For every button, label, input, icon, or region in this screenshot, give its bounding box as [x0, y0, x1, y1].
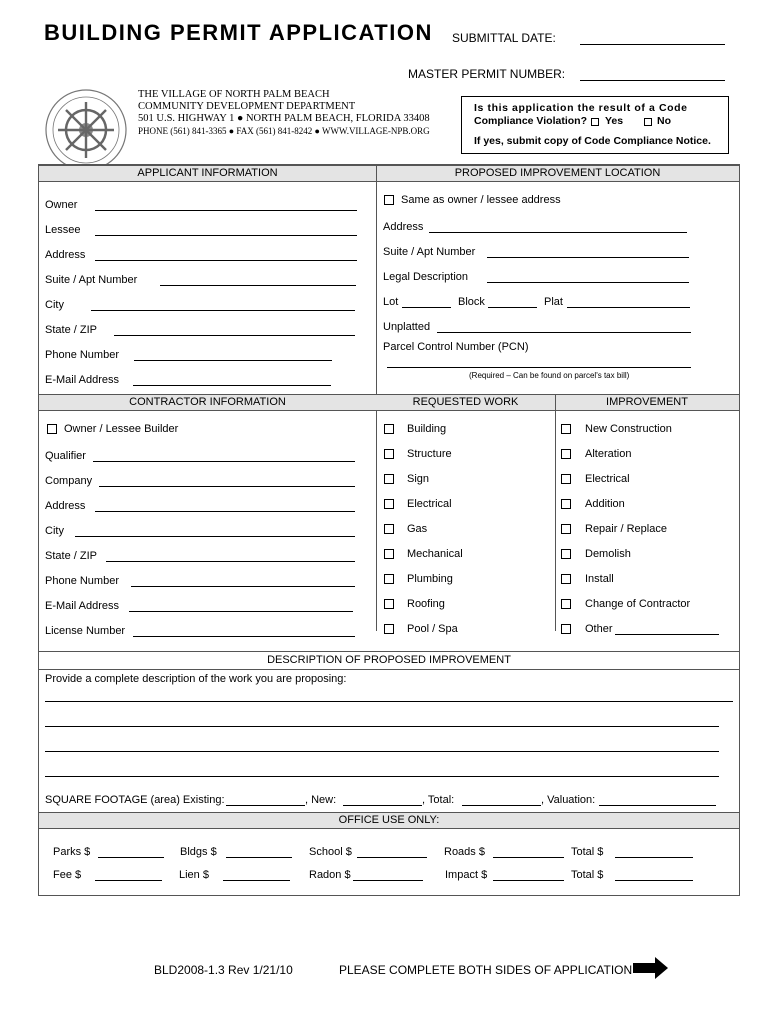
applicant-state-label: State / ZIP: [45, 324, 97, 336]
village-contact: PHONE (561) 841-3365 ● FAX (561) 841-8242 ● WWW.VILLAGE-NPB.ORG: [138, 126, 430, 136]
contractor-state-field[interactable]: [106, 561, 355, 562]
work-pool-spa-label: Pool / Spa: [407, 623, 458, 635]
compliance-yes-checkbox[interactable]: [591, 118, 599, 126]
work-sign-checkbox[interactable]: [384, 474, 394, 484]
license-number-field[interactable]: [133, 636, 355, 637]
imp-electrical-checkbox[interactable]: [561, 474, 571, 484]
village-department: COMMUNITY DEVELOPMENT DEPARTMENT: [138, 101, 356, 112]
contractor-address-label: Address: [45, 500, 86, 512]
company-label: Company: [45, 475, 93, 487]
office-radon-label: Radon $: [309, 869, 351, 881]
office-total-label-2: Total $: [571, 869, 604, 881]
qualifier-field[interactable]: [93, 461, 355, 462]
applicant-address-field[interactable]: [95, 260, 357, 261]
office-bldgs-field[interactable]: [226, 857, 292, 858]
contractor-city-field[interactable]: [75, 536, 355, 537]
compliance-no-label: No: [657, 115, 671, 127]
license-number-label: License Number: [45, 625, 126, 637]
contractor-phone-label: Phone Number: [45, 575, 119, 587]
work-mechanical-checkbox[interactable]: [384, 549, 394, 559]
plat-label: Plat: [544, 296, 563, 308]
compliance-box: [461, 96, 729, 154]
valuation-label: , Valuation:: [541, 794, 596, 806]
contractor-state-label: State / ZIP: [45, 550, 97, 562]
work-structure-checkbox[interactable]: [384, 449, 394, 459]
office-bldgs-label: Bldgs $: [180, 846, 217, 858]
office-use-header: OFFICE USE ONLY:: [39, 812, 739, 829]
office-fee-label: Fee $: [53, 869, 82, 881]
sqft-existing-field[interactable]: [226, 805, 305, 806]
submittal-date-label: SUBMITTAL DATE:: [452, 31, 556, 45]
same-as-owner-label: Same as owner / lessee address: [401, 194, 561, 206]
office-total-label-1: Total $: [571, 846, 604, 858]
work-gas-label: Gas: [407, 523, 428, 535]
company-field[interactable]: [99, 486, 355, 487]
work-plumbing-checkbox[interactable]: [384, 574, 394, 584]
submittal-date-field[interactable]: [580, 44, 725, 45]
imp-new-construction-checkbox[interactable]: [561, 424, 571, 434]
office-parks-label: Parks $: [53, 846, 91, 858]
office-lien-label: Lien $: [179, 869, 209, 881]
lessee-field[interactable]: [95, 235, 357, 236]
imp-install-label: Install: [585, 573, 614, 585]
work-building-checkbox[interactable]: [384, 424, 394, 434]
imp-install-checkbox[interactable]: [561, 574, 571, 584]
work-pool-spa-checkbox[interactable]: [384, 624, 394, 634]
lot-field[interactable]: [402, 307, 451, 308]
applicant-phone-field[interactable]: [134, 360, 332, 361]
office-parks-field[interactable]: [98, 857, 164, 858]
work-structure-label: Structure: [407, 448, 452, 460]
office-impact-field[interactable]: [493, 880, 564, 881]
unplatted-label: Unplatted: [383, 321, 431, 333]
village-address: 501 U.S. HIGHWAY 1 ● NORTH PALM BEACH, FLORIDA 33408: [138, 113, 430, 124]
work-building-label: Building: [407, 423, 447, 435]
location-address-label: Address: [383, 221, 424, 233]
sqft-existing-label: SQUARE FOOTAGE (area) Existing:: [45, 794, 225, 806]
improvement-header: IMPROVEMENT: [555, 394, 739, 411]
location-address-field[interactable]: [429, 232, 687, 233]
description-line-3[interactable]: [45, 751, 719, 752]
unplatted-field[interactable]: [437, 332, 691, 333]
pcn-note: (Required – Can be found on parcel's tax bill): [469, 371, 630, 380]
footer-instruction: PLEASE COMPLETE BOTH SIDES OF APPLICATION: [339, 963, 633, 977]
compliance-note: If yes, submit copy of Code Compliance Notice.: [474, 135, 711, 147]
applicant-city-field[interactable]: [91, 310, 355, 311]
work-roofing-checkbox[interactable]: [384, 599, 394, 609]
imp-other-field[interactable]: [615, 634, 719, 635]
location-suite-label: Suite / Apt Number: [383, 246, 476, 258]
location-suite-field[interactable]: [487, 257, 689, 258]
applicant-suite-field[interactable]: [160, 285, 356, 286]
applicant-city-label: City: [45, 299, 64, 311]
applicant-address-label: Address: [45, 249, 86, 261]
imp-alteration-label: Alteration: [585, 448, 632, 460]
office-total-field-1[interactable]: [615, 857, 693, 858]
page-title: BUILDING PERMIT APPLICATION: [44, 20, 433, 45]
owner-field[interactable]: [95, 210, 357, 211]
imp-change-contractor-checkbox[interactable]: [561, 599, 571, 609]
imp-repair-checkbox[interactable]: [561, 524, 571, 534]
contractor-email-label: E-Mail Address: [45, 600, 119, 612]
village-seal-logo: [44, 88, 128, 172]
description-line-4[interactable]: [45, 776, 719, 777]
sqft-new-label: , New:: [305, 794, 337, 806]
village-info: [138, 89, 430, 137]
office-radon-field[interactable]: [353, 880, 423, 881]
village-name: THE VILLAGE OF NORTH PALM BEACH: [138, 89, 330, 100]
imp-demolish-checkbox[interactable]: [561, 549, 571, 559]
description-header: DESCRIPTION OF PROPOSED IMPROVEMENT: [39, 653, 739, 668]
compliance-no-checkbox[interactable]: [644, 118, 652, 126]
lessee-label: Lessee: [45, 224, 81, 236]
same-as-owner-checkbox[interactable]: [384, 195, 394, 205]
applicant-phone-label: Phone Number: [45, 349, 119, 361]
master-permit-field[interactable]: [580, 80, 725, 81]
applicant-email-label: E-Mail Address: [45, 374, 119, 386]
compliance-question: Is this application the result of a Code: [474, 102, 688, 114]
applicant-email-field[interactable]: [133, 385, 331, 386]
lot-label: Lot: [383, 296, 399, 308]
imp-addition-label: Addition: [585, 498, 625, 510]
owner-label: Owner: [45, 199, 78, 211]
compliance-yes-label: Yes: [605, 115, 624, 127]
form-number: BLD2008-1.3 Rev 1/21/10: [154, 963, 293, 977]
pcn-field[interactable]: [387, 367, 691, 368]
arrow-right-icon: [633, 956, 669, 980]
office-impact-label: Impact $: [445, 869, 488, 881]
imp-electrical-label: Electrical: [585, 473, 630, 485]
requested-work-header: REQUESTED WORK: [376, 394, 555, 411]
imp-other-checkbox[interactable]: [561, 624, 571, 634]
work-electrical-label: Electrical: [407, 498, 452, 510]
master-permit-label: MASTER PERMIT NUMBER:: [408, 67, 566, 81]
contractor-header: CONTRACTOR INFORMATION: [39, 394, 376, 411]
plat-field[interactable]: [567, 307, 690, 308]
office-school-field[interactable]: [357, 857, 427, 858]
imp-demolish-label: Demolish: [585, 548, 631, 560]
sqft-total-field[interactable]: [462, 805, 541, 806]
office-lien-field[interactable]: [223, 880, 290, 881]
sqft-total-label: , Total:: [422, 794, 455, 806]
applicant-suite-label: Suite / Apt Number: [45, 274, 138, 286]
work-gas-checkbox[interactable]: [384, 524, 394, 534]
work-mechanical-label: Mechanical: [407, 548, 463, 560]
contractor-email-field[interactable]: [129, 611, 353, 612]
qualifier-label: Qualifier: [45, 450, 86, 462]
legal-description-field[interactable]: [487, 282, 689, 283]
applicant-header: APPLICANT INFORMATION: [39, 165, 376, 182]
imp-other-label: Other: [585, 623, 613, 635]
office-roads-label: Roads $: [444, 846, 485, 858]
description-line-2[interactable]: [45, 726, 719, 727]
contractor-city-label: City: [45, 525, 64, 537]
pcn-label: Parcel Control Number (PCN): [383, 341, 529, 353]
imp-repair-label: Repair / Replace: [585, 523, 667, 535]
office-total-field-2[interactable]: [615, 880, 693, 881]
valuation-field[interactable]: [599, 805, 716, 806]
work-electrical-checkbox[interactable]: [384, 499, 394, 509]
office-roads-field[interactable]: [493, 857, 564, 858]
block-field[interactable]: [488, 307, 537, 308]
applicant-state-field[interactable]: [114, 335, 355, 336]
compliance-question-2: Compliance Violation?: [474, 115, 587, 127]
description-line-1[interactable]: [45, 701, 733, 702]
imp-addition-checkbox[interactable]: [561, 499, 571, 509]
office-fee-field[interactable]: [95, 880, 162, 881]
block-label: Block: [458, 296, 485, 308]
work-roofing-label: Roofing: [407, 598, 445, 610]
location-header: PROPOSED IMPROVEMENT LOCATION: [376, 165, 739, 182]
owner-builder-label: Owner / Lessee Builder: [64, 423, 179, 435]
contractor-address-field[interactable]: [95, 511, 355, 512]
sqft-new-field[interactable]: [343, 805, 422, 806]
work-sign-label: Sign: [407, 473, 430, 485]
office-school-label: School $: [309, 846, 352, 858]
imp-alteration-checkbox[interactable]: [561, 449, 571, 459]
imp-new-construction-label: New Construction: [585, 423, 672, 435]
work-plumbing-label: Plumbing: [407, 573, 453, 585]
description-prompt: Provide a complete description of the work you are proposing:: [45, 673, 347, 685]
legal-description-label: Legal Description: [383, 271, 468, 283]
contractor-phone-field[interactable]: [131, 586, 355, 587]
imp-change-contractor-label: Change of Contractor: [585, 598, 691, 610]
form-body: [38, 164, 740, 896]
owner-builder-checkbox[interactable]: [47, 424, 57, 434]
